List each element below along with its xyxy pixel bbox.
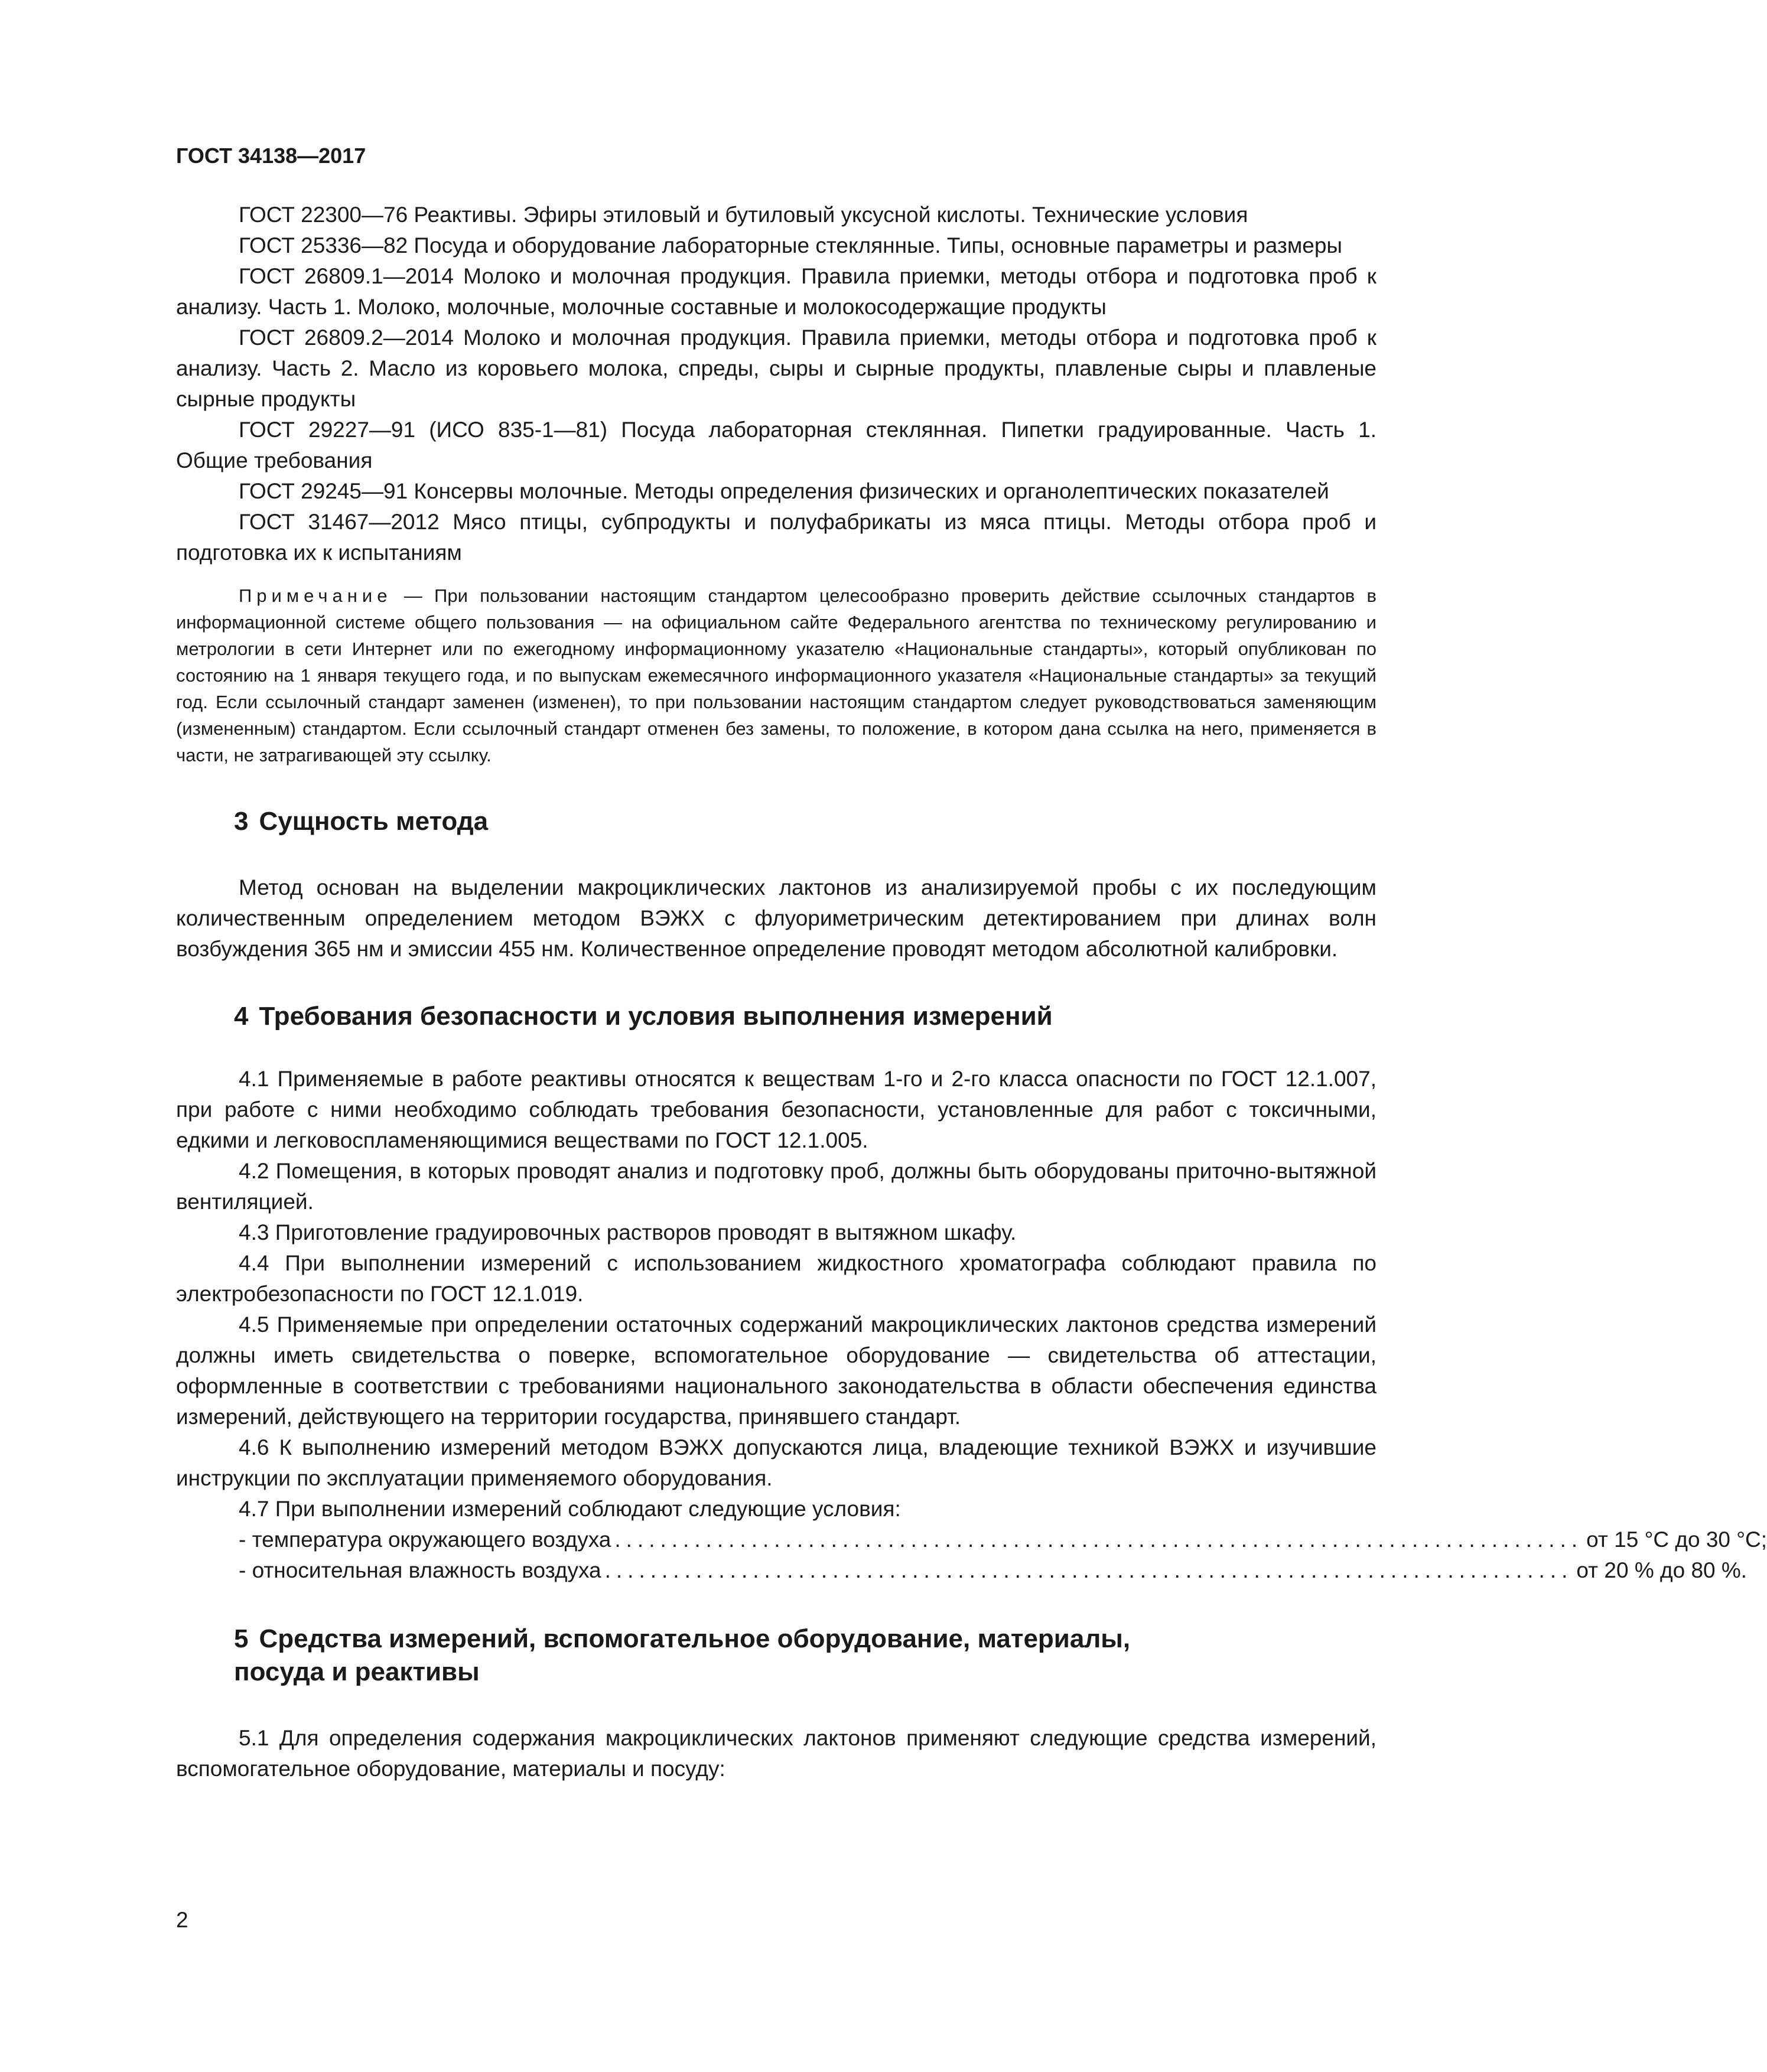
note-text: — При пользовании настоящим стандартом целесообразно проверить действие ссылочных стандартов в информационной системе общего пользования — на официальном сайте Федерального агентства по техническому регулированию и метрологии в сети Интернет или по ежегодному информационному указателю «Национальные стандарты», который опубликован по состоянию на 1 января текущего года, и по выпускам ежемесячного информационного указателя «Национальные стандарты» за текущий год. Если ссылочный стандарт заменен (изменен), то при пользовании настоящим стандартом следует руководствоваться заменяющим (измененным) стандартом. Если ссылочный стандарт отменен без замены, то положение, в котором дана ссылка на него, применяется в части, не затрагивающей эту ссылку. <box>176 585 1376 765</box>
note-label: Примечание <box>239 585 392 606</box>
condition-value: от 20 % до 80 %. <box>1576 1558 1748 1582</box>
reference-item: ГОСТ 29245—91 Консервы молочные. Методы определения физических и органолептических показателей <box>239 479 1329 503</box>
reference-item: ГОСТ 31467—2012 Мясо птицы, субпродукты и полуфабрикаты из мяса птицы. Методы отбора проб и подготовка их к испытаниям <box>176 510 1376 565</box>
section-title-line2: посуда и реактивы <box>234 1657 480 1686</box>
section-4-heading <box>176 1000 1376 1033</box>
dot-leader: ..................................................................................... <box>604 1558 1573 1582</box>
reference-item: ГОСТ 26809.1—2014 Молоко и молочная продукция. Правила приемки, методы отбора и подготовка проб к анализу. Часть 1. Молоко, молочные, молочные составные и молокосодержащие продукты <box>176 264 1376 319</box>
clause-4-2: 4.2 Помещения, в которых проводят анализ и подготовку проб, должны быть оборудованы приточно-вытяжной вентиляцией. <box>176 1159 1376 1214</box>
reference-item: ГОСТ 29227—91 (ИСО 835-1—81) Посуда лабораторная стеклянная. Пипетки градуированные. Часть 1. Общие требования <box>176 418 1376 473</box>
section-3-heading <box>176 805 1376 838</box>
clause-4-3: 4.3 Приготовление градуировочных растворов проводят в вытяжном шкафу. <box>239 1220 1017 1244</box>
reference-item: ГОСТ 26809.2—2014 Молоко и молочная продукция. Правила приемки, методы отбора и подготовка проб к анализу. Часть 2. Масло из коровьего молока, спреды, сыры и сырные продукты, плавленые сыры и плавленые сырные продукты <box>176 325 1376 411</box>
section-number: 4 <box>234 1002 249 1031</box>
normative-references <box>176 200 1376 568</box>
reference-item: ГОСТ 22300—76 Реактивы. Эфиры этиловый и бутиловый уксусной кислоты. Технические условия <box>239 203 1248 227</box>
section-5-heading <box>176 1623 1376 1689</box>
condition-value: от 15 °С до 30 °С; <box>1586 1527 1767 1552</box>
note-paragraph <box>176 582 1376 768</box>
reference-item: ГОСТ 25336—82 Посуда и оборудование лабораторные стеклянные. Типы, основные параметры и размеры <box>239 233 1343 258</box>
section-title-line1: Средства измерений, вспомогательное оборудование, материалы, <box>259 1624 1131 1653</box>
clause-4-1: 4.1 Применяемые в работе реактивы относятся к веществам 1-го и 2-го класса опасности по ГОСТ 12.1.007, при работе с ними необходимо соблюдать требования безопасности, установленные для работ с токсичными, едкими и легковоспламеняющимися веществами по ГОСТ 12.1.005. <box>176 1067 1376 1152</box>
clause-4-6: 4.6 К выполнению измерений методом ВЭЖХ допускаются лица, владеющие техникой ВЭЖХ и изучившие инструкции по эксплуатации применяемого оборудования. <box>176 1435 1376 1490</box>
condition-humidity <box>176 1555 1748 1586</box>
section-number: 5 <box>234 1624 249 1653</box>
clause-4-5: 4.5 Применяемые при определении остаточных содержаний макроциклических лактонов средства измерений должны иметь свидетельства о поверке, вспомогательное оборудование — свидетельства об аттестации, оформленные в соответствии с требованиями национального законодательства в области обеспечения единства измерений, действующего на территории государства, принявшего стандарт. <box>176 1312 1376 1429</box>
section-title: Сущность метода <box>259 807 489 836</box>
clause-4-7: 4.7 При выполнении измерений соблюдают следующие условия: <box>239 1497 901 1521</box>
condition-label: - температура окружающего воздуха <box>239 1527 611 1552</box>
clause-5-1: 5.1 Для определения содержания макроциклических лактонов применяют следующие средства измерений, вспомогательное оборудование, материалы и посуду: <box>176 1726 1376 1781</box>
condition-temperature <box>176 1524 1767 1555</box>
running-header: ГОСТ 34138—2017 <box>176 144 366 168</box>
section-title: Требования безопасности и условия выполнения измерений <box>259 1002 1053 1031</box>
page-number: 2 <box>176 1908 188 1932</box>
condition-label: - относительная влажность воздуха <box>239 1558 601 1582</box>
section-3-text: Метод основан на выделении макроциклических лактонов из анализируемой пробы с их последующим количественным определением методом ВЭЖХ с флуориметрическим детектированием при длинах волн возбуждения 365 нм и эмиссии 455 нм. Количественное определение проводят методом абсолютной калибровки. <box>176 875 1376 961</box>
dot-leader: ..................................................................................... <box>614 1527 1583 1552</box>
page-content <box>176 142 1767 1784</box>
clause-4-4: 4.4 При выполнении измерений с использованием жидкостного хроматографа соблюдают правила по электробезопасности по ГОСТ 12.1.019. <box>176 1251 1376 1306</box>
section-number: 3 <box>234 807 249 836</box>
